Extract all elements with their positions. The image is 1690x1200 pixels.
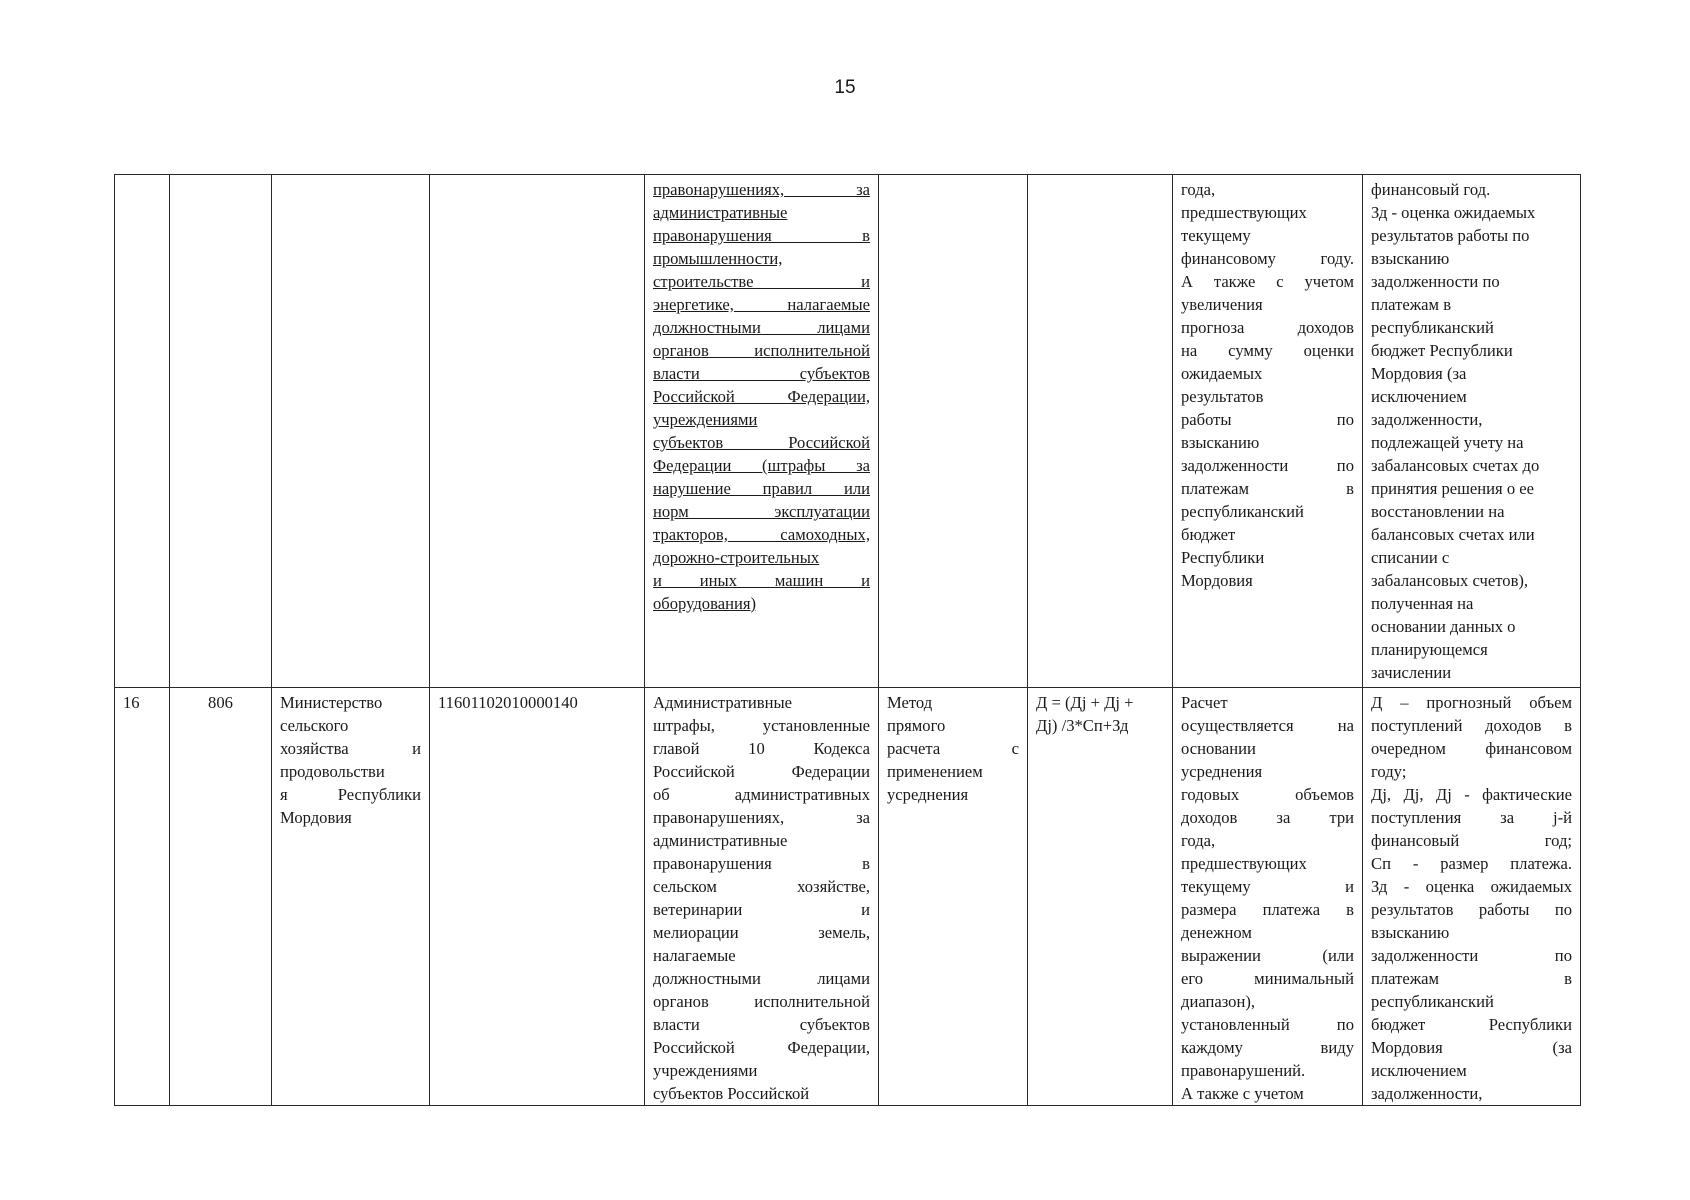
cell-text-line: текущему и [1181, 877, 1354, 896]
cell-text-line: учреждениями [653, 1061, 758, 1080]
cell-text-line: ожидаемых [1181, 364, 1263, 383]
cell-text-line: прогноза доходов [1181, 318, 1354, 337]
cell-text-line: усреднения [1181, 762, 1263, 781]
cell-text-line: работы по [1181, 410, 1354, 429]
cell-text-line: норм эксплуатации [653, 502, 870, 521]
cell-text-line: осуществляется на [1181, 716, 1354, 735]
cell-text-line: финансовый год; [1371, 831, 1572, 850]
cell-text-line: республиканский [1181, 502, 1304, 521]
cell-text-line: взысканию [1371, 249, 1450, 268]
cell-text-line: очередном финансовом [1371, 739, 1572, 758]
cell-text-line: забалансовых счетах до [1371, 456, 1540, 475]
cell-text-line: каждому виду [1181, 1038, 1354, 1057]
cell-text-line: бюджет Республики [1371, 341, 1513, 360]
cell-text-line: власти субъектов [653, 364, 870, 383]
cell-text-line: оборудования) [653, 594, 757, 613]
cell-text-line: взысканию [1371, 923, 1450, 942]
cell-text-line: Мордовия [280, 808, 352, 827]
cell-text-line: правонарушений. [1181, 1061, 1306, 1080]
cell-text-line: республиканский [1371, 992, 1494, 1011]
cell-text-line: задолженности по [1181, 456, 1354, 475]
cell-revenue-description [645, 175, 879, 688]
cell-text-line: бюджет Республики [1371, 1015, 1572, 1034]
cell-text-line: выражении (или [1181, 946, 1354, 965]
cell-kbk [430, 175, 645, 688]
cell-text-line: Министерство [280, 693, 383, 712]
cell-text-line: денежном [1181, 923, 1252, 942]
cell-legend [1363, 175, 1581, 688]
cell-admin-code: 806 [170, 688, 272, 1106]
cell-administrator [272, 688, 430, 1106]
table-row [115, 175, 1581, 688]
cell-text-line: хозяйства и [280, 739, 421, 758]
cell-text-line: правонарушения в [653, 226, 870, 245]
cell-text-line: Мордовия (за [1371, 1038, 1572, 1057]
cell-text-line: учреждениями [653, 410, 758, 429]
cell-text-line: размера платежа в [1181, 900, 1354, 919]
cell-text-line: промышленности, [653, 249, 783, 268]
cell-text-line: забалансовых счетов), [1371, 571, 1529, 590]
cell-text-line: основании [1181, 739, 1256, 758]
cell-text-line: А также с учетом [1181, 1084, 1304, 1103]
page-number: 15 [834, 77, 856, 98]
cell-text-line: правонарушениях, за [653, 180, 870, 199]
cell-text-line: на сумму оценки [1181, 341, 1354, 360]
cell-text-line: и иных машин и [653, 571, 870, 590]
cell-text-line: бюджет [1181, 525, 1236, 544]
cell-text-line: задолженности по [1371, 272, 1500, 291]
cell-text-line: принятия решения о ее [1371, 479, 1535, 498]
cell-text-line: Д = (Дj + Дj + [1036, 693, 1134, 712]
cell-text-line: восстановлении на [1371, 502, 1505, 521]
cell-text-line: году; [1371, 762, 1407, 781]
cell-text-line: результатов работы по [1371, 226, 1530, 245]
cell-text-line: Дj) /3*Сп+Зд [1036, 716, 1129, 735]
cell-text-line: результатов [1181, 387, 1264, 406]
cell-text-line: ветеринарии и [653, 900, 870, 919]
cell-text-line: задолженности, [1371, 410, 1483, 429]
cell-text-line: органов исполнительной [653, 992, 870, 1011]
cell-text-line: субъектов Российской [653, 1084, 810, 1103]
cell-administrator [272, 175, 430, 688]
cell-text-line: строительстве и [653, 272, 870, 291]
cell-text-line: Метод [887, 693, 933, 712]
cell-text-line: применением [887, 762, 983, 781]
cell-text-line: доходов за три [1181, 808, 1354, 827]
cell-calculation [1173, 175, 1363, 688]
cell-text-line: года, [1181, 180, 1216, 199]
cell-admin-code [170, 175, 272, 688]
cell-text-line: Зд - оценка ожидаемых [1371, 877, 1572, 896]
cell-text-line: штрафы, установленные [653, 716, 870, 735]
cell-text-line: я Республики [280, 785, 421, 804]
cell-text-line: сельского [280, 716, 349, 735]
cell-text-line: предшествующих [1181, 203, 1307, 222]
cell-text-line: платежам в [1371, 969, 1572, 988]
cell-text-line: административные [653, 831, 788, 850]
cell-formula [1028, 175, 1173, 688]
cell-text-line: его минимальный [1181, 969, 1354, 988]
cell-text-line: главой 10 Кодекса [653, 739, 870, 758]
cell-text-line: финансовому году. [1181, 249, 1354, 268]
cell-text-line: А также с учетом [1181, 272, 1354, 291]
cell-text-line: исключением [1371, 1061, 1467, 1080]
cell-text-line: Мордовия [1181, 571, 1253, 590]
cell-text-line: субъектов Российской [653, 433, 870, 452]
cell-text-line: энергетике, налагаемые [653, 295, 870, 314]
cell-text-line: результатов работы по [1371, 900, 1572, 919]
cell-text-line: поступления за j-й [1371, 808, 1572, 827]
cell-text-line: Административные [653, 693, 792, 712]
cell-text-line: задолженности, [1371, 1084, 1483, 1103]
cell-text-line: усреднения [887, 785, 969, 804]
cell-calculation [1173, 688, 1363, 1106]
cell-text-line: республиканский [1371, 318, 1494, 337]
cell-text-line: Российской Федерации [653, 762, 870, 781]
cell-text-line: правонарушениях, за [653, 808, 870, 827]
cell-text-line: основании данных о [1371, 617, 1516, 636]
cell-text-line: власти субъектов [653, 1015, 870, 1034]
cell-text-line: балансовых счетах или [1371, 525, 1535, 544]
cell-text-line: продовольстви [280, 762, 385, 781]
cell-text-line: задолженности по [1371, 946, 1572, 965]
cell-method [879, 688, 1028, 1106]
cell-text-line: текущему [1181, 226, 1251, 245]
cell-text-line: расчета с [887, 739, 1019, 758]
cell-text-line: Мордовия (за [1371, 364, 1467, 383]
cell-text-line: платежам в [1181, 479, 1354, 498]
cell-revenue-description [645, 688, 879, 1106]
cell-text-line: Федерации (штрафы за [653, 456, 870, 475]
cell-text-line: исключением [1371, 387, 1467, 406]
cell-text-line: зачислении [1371, 663, 1452, 682]
cell-text-line: дорожно-строительных [653, 548, 820, 567]
cell-text-line: финансовый год. [1371, 180, 1491, 199]
cell-text-line: должностными лицами [653, 318, 870, 337]
cell-formula [1028, 688, 1173, 1106]
cell-row-number [115, 175, 170, 688]
cell-text-line: годовых объемов [1181, 785, 1354, 804]
revenue-forecast-table [114, 174, 1581, 1106]
cell-text-line: Расчет [1181, 693, 1228, 712]
cell-text-line: правонарушения в [653, 854, 870, 873]
cell-text-line: поступлений доходов в [1371, 716, 1572, 735]
cell-text-line: мелиорации земель, [653, 923, 870, 942]
table-row [115, 688, 1581, 1106]
cell-text-line: Сп - размер платежа. [1371, 854, 1572, 873]
cell-text-line: об административных [653, 785, 870, 804]
cell-text-line: Д – прогнозный объем [1371, 693, 1572, 712]
cell-text-line: тракторов, самоходных, [653, 525, 870, 544]
cell-text-line: налагаемые [653, 946, 736, 965]
cell-text-line: увеличения [1181, 295, 1263, 314]
cell-text-line: планирующемся [1371, 640, 1488, 659]
cell-text-line: Дj, Дj, Дj - фактические [1371, 785, 1572, 804]
cell-text-line: прямого [887, 716, 946, 735]
cell-text-line: Зд - оценка ожидаемых [1371, 203, 1536, 222]
cell-text-line: должностными лицами [653, 969, 870, 988]
cell-text-line: установленный по [1181, 1015, 1354, 1034]
cell-text-line: диапазон), [1181, 992, 1256, 1011]
cell-text-line: Республики [1181, 548, 1265, 567]
cell-text-line: Российской Федерации, [653, 387, 870, 406]
cell-text-line: органов исполнительной [653, 341, 870, 360]
cell-method [879, 175, 1028, 688]
cell-text-line: полученная на [1371, 594, 1474, 613]
cell-text-line: предшествующих [1181, 854, 1307, 873]
cell-row-number: 16 [115, 688, 170, 1106]
cell-legend [1363, 688, 1581, 1106]
cell-text-line: административные [653, 203, 788, 222]
cell-text-line: взысканию [1181, 433, 1260, 452]
cell-kbk: 11601102010000140 [430, 688, 645, 1106]
cell-text-line: сельском хозяйстве, [653, 877, 870, 896]
cell-text-line: платежам в [1371, 295, 1452, 314]
cell-text-line: Российской Федерации, [653, 1038, 870, 1057]
cell-text-line: списании с [1371, 548, 1450, 567]
cell-text-line: года, [1181, 831, 1216, 850]
cell-text-line: нарушение правил или [653, 479, 870, 498]
cell-text-line: подлежащей учету на [1371, 433, 1524, 452]
